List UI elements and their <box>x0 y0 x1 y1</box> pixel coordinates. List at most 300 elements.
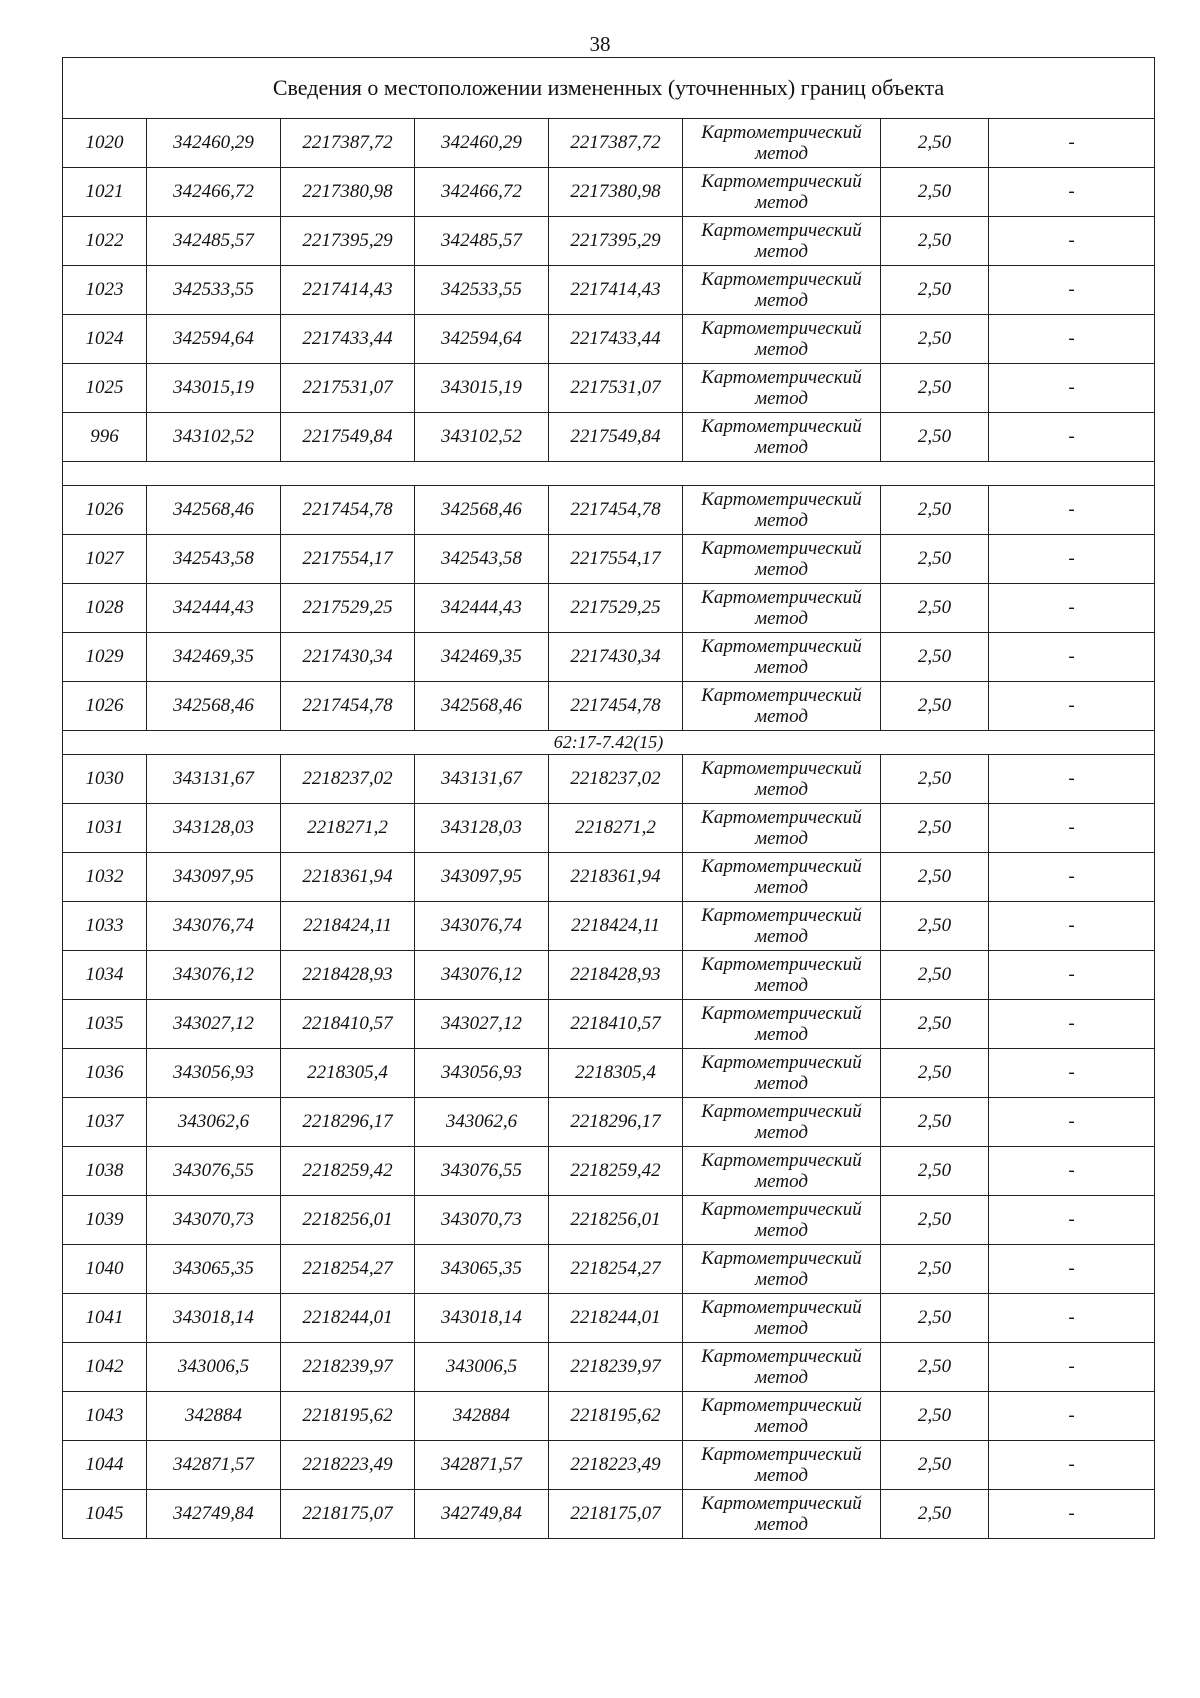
accuracy-cell: 2,50 <box>881 364 989 413</box>
accuracy-cell: 2,50 <box>881 168 989 217</box>
description-cell: - <box>989 535 1155 584</box>
accuracy-cell: 2,50 <box>881 1196 989 1245</box>
description-cell: - <box>989 902 1155 951</box>
section-header <box>63 462 1155 486</box>
x-existing-cell: 342884 <box>147 1392 281 1441</box>
method-line-2: метод <box>755 1269 808 1290</box>
method-line-2: метод <box>755 192 808 213</box>
method-line-1: Картометрический <box>701 1395 862 1416</box>
x-new-cell: 343027,12 <box>415 1000 549 1049</box>
description-cell: - <box>989 1196 1155 1245</box>
description-cell: - <box>989 1294 1155 1343</box>
y-new-cell: 2218361,94 <box>549 853 683 902</box>
x-new-cell: 342871,57 <box>415 1441 549 1490</box>
x-existing-cell: 343015,19 <box>147 364 281 413</box>
x-existing-cell: 343056,93 <box>147 1049 281 1098</box>
description-cell: - <box>989 119 1155 168</box>
method-cell <box>683 853 881 902</box>
x-existing-cell: 343128,03 <box>147 804 281 853</box>
y-existing-cell: 2217387,72 <box>281 119 415 168</box>
method-cell <box>683 266 881 315</box>
y-new-cell: 2218254,27 <box>549 1245 683 1294</box>
description-cell: - <box>989 1245 1155 1294</box>
y-existing-cell: 2218223,49 <box>281 1441 415 1490</box>
accuracy-cell: 2,50 <box>881 584 989 633</box>
accuracy-cell: 2,50 <box>881 1049 989 1098</box>
method-line-1: Картометрический <box>701 758 862 779</box>
method-line-1: Картометрический <box>701 905 862 926</box>
y-new-cell: 2218428,93 <box>549 951 683 1000</box>
point-number-cell: 1021 <box>63 168 147 217</box>
description-cell: - <box>989 266 1155 315</box>
x-existing-cell: 343018,14 <box>147 1294 281 1343</box>
y-new-cell: 2217454,78 <box>549 682 683 731</box>
method-cell <box>683 1245 881 1294</box>
description-cell: - <box>989 1049 1155 1098</box>
method-line-1: Картометрический <box>701 489 862 510</box>
y-new-cell: 2218259,42 <box>549 1147 683 1196</box>
y-new-cell: 2217529,25 <box>549 584 683 633</box>
method-line-1: Картометрический <box>701 220 862 241</box>
method-cell <box>683 951 881 1000</box>
x-new-cell: 342594,64 <box>415 315 549 364</box>
method-cell <box>683 682 881 731</box>
x-new-cell: 342466,72 <box>415 168 549 217</box>
table-row <box>63 535 1155 584</box>
method-line-1: Картометрический <box>701 416 862 437</box>
x-new-cell: 342533,55 <box>415 266 549 315</box>
method-line-2: метод <box>755 437 808 458</box>
description-cell: - <box>989 755 1155 804</box>
method-cell <box>683 804 881 853</box>
method-line-1: Картометрический <box>701 954 862 975</box>
x-existing-cell: 343076,74 <box>147 902 281 951</box>
y-existing-cell: 2218239,97 <box>281 1343 415 1392</box>
table-row <box>63 1490 1155 1539</box>
method-line-1: Картометрический <box>701 538 862 559</box>
x-new-cell: 342543,58 <box>415 535 549 584</box>
accuracy-cell: 2,50 <box>881 1294 989 1343</box>
x-new-cell: 342884 <box>415 1392 549 1441</box>
method-line-2: метод <box>755 926 808 947</box>
y-existing-cell: 2217554,17 <box>281 535 415 584</box>
method-line-2: метод <box>755 1024 808 1045</box>
accuracy-cell: 2,50 <box>881 951 989 1000</box>
method-line-1: Картометрический <box>701 1297 862 1318</box>
accuracy-cell: 2,50 <box>881 119 989 168</box>
point-number-cell: 1026 <box>63 682 147 731</box>
x-new-cell: 343097,95 <box>415 853 549 902</box>
point-number-cell: 1032 <box>63 853 147 902</box>
y-new-cell: 2218223,49 <box>549 1441 683 1490</box>
table-row <box>63 1245 1155 1294</box>
y-new-cell: 2218424,11 <box>549 902 683 951</box>
accuracy-cell: 2,50 <box>881 1343 989 1392</box>
accuracy-cell: 2,50 <box>881 1000 989 1049</box>
table-row <box>63 217 1155 266</box>
x-new-cell: 343065,35 <box>415 1245 549 1294</box>
method-cell <box>683 1147 881 1196</box>
x-existing-cell: 343131,67 <box>147 755 281 804</box>
table-row <box>63 633 1155 682</box>
accuracy-cell: 2,50 <box>881 804 989 853</box>
y-existing-cell: 2218424,11 <box>281 902 415 951</box>
y-existing-cell: 2218244,01 <box>281 1294 415 1343</box>
table-row <box>63 1343 1155 1392</box>
point-number-cell: 1020 <box>63 119 147 168</box>
x-new-cell: 342460,29 <box>415 119 549 168</box>
y-existing-cell: 2218271,2 <box>281 804 415 853</box>
table-row <box>63 804 1155 853</box>
accuracy-cell: 2,50 <box>881 315 989 364</box>
y-existing-cell: 2217454,78 <box>281 682 415 731</box>
y-existing-cell: 2218259,42 <box>281 1147 415 1196</box>
description-cell: - <box>989 633 1155 682</box>
table-row <box>63 584 1155 633</box>
y-existing-cell: 2218305,4 <box>281 1049 415 1098</box>
y-existing-cell: 2217454,78 <box>281 486 415 535</box>
method-line-1: Картометрический <box>701 1003 862 1024</box>
accuracy-cell: 2,50 <box>881 1245 989 1294</box>
y-existing-cell: 2218237,02 <box>281 755 415 804</box>
y-new-cell: 2217430,34 <box>549 633 683 682</box>
method-line-1: Картометрический <box>701 1493 862 1514</box>
y-new-cell: 2217395,29 <box>549 217 683 266</box>
accuracy-cell: 2,50 <box>881 1147 989 1196</box>
y-existing-cell: 2217395,29 <box>281 217 415 266</box>
description-cell: - <box>989 1441 1155 1490</box>
method-cell <box>683 315 881 364</box>
table-row <box>63 119 1155 168</box>
point-number-cell: 1033 <box>63 902 147 951</box>
y-existing-cell: 2218254,27 <box>281 1245 415 1294</box>
point-number-cell: 1036 <box>63 1049 147 1098</box>
x-existing-cell: 343027,12 <box>147 1000 281 1049</box>
x-existing-cell: 342871,57 <box>147 1441 281 1490</box>
y-new-cell: 2217387,72 <box>549 119 683 168</box>
method-line-2: метод <box>755 1171 808 1192</box>
method-line-1: Картометрический <box>701 171 862 192</box>
x-existing-cell: 342444,43 <box>147 584 281 633</box>
point-number-cell: 996 <box>63 413 147 462</box>
point-number-cell: 1034 <box>63 951 147 1000</box>
point-number-cell: 1039 <box>63 1196 147 1245</box>
description-cell: - <box>989 1098 1155 1147</box>
x-existing-cell: 342568,46 <box>147 486 281 535</box>
method-cell <box>683 217 881 266</box>
method-line-2: метод <box>755 241 808 262</box>
point-number-cell: 1041 <box>63 1294 147 1343</box>
method-line-2: метод <box>755 877 808 898</box>
method-line-2: метод <box>755 608 808 629</box>
accuracy-cell: 2,50 <box>881 217 989 266</box>
description-cell: - <box>989 1490 1155 1539</box>
y-existing-cell: 2218428,93 <box>281 951 415 1000</box>
x-new-cell: 342568,46 <box>415 486 549 535</box>
y-new-cell: 2218195,62 <box>549 1392 683 1441</box>
x-existing-cell: 343076,12 <box>147 951 281 1000</box>
x-existing-cell: 343070,73 <box>147 1196 281 1245</box>
point-number-cell: 1026 <box>63 486 147 535</box>
method-line-2: метод <box>755 706 808 727</box>
point-number-cell: 1024 <box>63 315 147 364</box>
method-cell <box>683 755 881 804</box>
x-new-cell: 343006,5 <box>415 1343 549 1392</box>
method-line-1: Картометрический <box>701 1444 862 1465</box>
x-new-cell: 343102,52 <box>415 413 549 462</box>
y-new-cell: 2217531,07 <box>549 364 683 413</box>
table-row <box>63 413 1155 462</box>
point-number-cell: 1027 <box>63 535 147 584</box>
table-row <box>63 266 1155 315</box>
method-line-2: метод <box>755 143 808 164</box>
method-cell <box>683 1392 881 1441</box>
section-header-row <box>63 462 1155 486</box>
x-new-cell: 342749,84 <box>415 1490 549 1539</box>
method-line-2: метод <box>755 657 808 678</box>
table-row <box>63 364 1155 413</box>
method-cell <box>683 1000 881 1049</box>
accuracy-cell: 2,50 <box>881 413 989 462</box>
method-line-1: Картометрический <box>701 1101 862 1122</box>
table-row <box>63 1049 1155 1098</box>
method-line-1: Картометрический <box>701 807 862 828</box>
x-new-cell: 343015,19 <box>415 364 549 413</box>
y-existing-cell: 2217531,07 <box>281 364 415 413</box>
point-number-cell: 1022 <box>63 217 147 266</box>
x-existing-cell: 342594,64 <box>147 315 281 364</box>
y-new-cell: 2218271,2 <box>549 804 683 853</box>
method-line-2: метод <box>755 339 808 360</box>
accuracy-cell: 2,50 <box>881 535 989 584</box>
description-cell: - <box>989 951 1155 1000</box>
table-row <box>63 853 1155 902</box>
accuracy-cell: 2,50 <box>881 1392 989 1441</box>
y-existing-cell: 2217380,98 <box>281 168 415 217</box>
y-new-cell: 2218305,4 <box>549 1049 683 1098</box>
accuracy-cell: 2,50 <box>881 755 989 804</box>
description-cell: - <box>989 682 1155 731</box>
method-line-2: метод <box>755 1514 808 1535</box>
description-cell: - <box>989 486 1155 535</box>
x-existing-cell: 342543,58 <box>147 535 281 584</box>
point-number-cell: 1023 <box>63 266 147 315</box>
x-existing-cell: 343076,55 <box>147 1147 281 1196</box>
y-new-cell: 2218239,97 <box>549 1343 683 1392</box>
y-existing-cell: 2217529,25 <box>281 584 415 633</box>
section-header: 62:17-7.42(15) <box>63 731 1155 755</box>
y-existing-cell: 2218175,07 <box>281 1490 415 1539</box>
method-cell <box>683 584 881 633</box>
x-existing-cell: 342485,57 <box>147 217 281 266</box>
table-row <box>63 902 1155 951</box>
method-line-1: Картометрический <box>701 587 862 608</box>
description-cell: - <box>989 804 1155 853</box>
method-line-2: метод <box>755 1367 808 1388</box>
x-new-cell: 343070,73 <box>415 1196 549 1245</box>
method-line-2: метод <box>755 1073 808 1094</box>
description-cell: - <box>989 1343 1155 1392</box>
point-number-cell: 1025 <box>63 364 147 413</box>
x-new-cell: 342568,46 <box>415 682 549 731</box>
y-new-cell: 2217414,43 <box>549 266 683 315</box>
method-line-1: Картометрический <box>701 1199 862 1220</box>
method-line-2: метод <box>755 828 808 849</box>
description-cell: - <box>989 315 1155 364</box>
x-new-cell: 343128,03 <box>415 804 549 853</box>
table-row <box>63 1196 1155 1245</box>
method-line-2: метод <box>755 290 808 311</box>
point-number-cell: 1044 <box>63 1441 147 1490</box>
description-cell: - <box>989 1000 1155 1049</box>
x-existing-cell: 343062,6 <box>147 1098 281 1147</box>
method-cell <box>683 486 881 535</box>
y-new-cell: 2218256,01 <box>549 1196 683 1245</box>
table-row <box>63 1294 1155 1343</box>
method-line-1: Картометрический <box>701 269 862 290</box>
y-new-cell: 2217554,17 <box>549 535 683 584</box>
y-existing-cell: 2217430,34 <box>281 633 415 682</box>
method-line-1: Картометрический <box>701 1052 862 1073</box>
method-cell <box>683 1049 881 1098</box>
point-number-cell: 1037 <box>63 1098 147 1147</box>
description-cell: - <box>989 853 1155 902</box>
accuracy-cell: 2,50 <box>881 682 989 731</box>
table-row <box>63 1000 1155 1049</box>
point-number-cell: 1038 <box>63 1147 147 1196</box>
point-number-cell: 1043 <box>63 1392 147 1441</box>
point-number-cell: 1040 <box>63 1245 147 1294</box>
x-new-cell: 342444,43 <box>415 584 549 633</box>
table-row <box>63 1392 1155 1441</box>
x-new-cell: 343076,74 <box>415 902 549 951</box>
method-line-2: метод <box>755 1122 808 1143</box>
method-line-2: метод <box>755 510 808 531</box>
table-row <box>63 951 1155 1000</box>
point-number-cell: 1029 <box>63 633 147 682</box>
method-line-1: Картометрический <box>701 636 862 657</box>
y-existing-cell: 2217433,44 <box>281 315 415 364</box>
description-cell: - <box>989 217 1155 266</box>
y-new-cell: 2218237,02 <box>549 755 683 804</box>
description-cell: - <box>989 364 1155 413</box>
point-number-cell: 1042 <box>63 1343 147 1392</box>
table-row <box>63 1147 1155 1196</box>
method-cell <box>683 1294 881 1343</box>
x-existing-cell: 342460,29 <box>147 119 281 168</box>
method-line-1: Картометрический <box>701 856 862 877</box>
method-line-1: Картометрический <box>701 1150 862 1171</box>
method-cell <box>683 1196 881 1245</box>
x-existing-cell: 342749,84 <box>147 1490 281 1539</box>
accuracy-cell: 2,50 <box>881 266 989 315</box>
y-new-cell: 2217433,44 <box>549 315 683 364</box>
x-new-cell: 343131,67 <box>415 755 549 804</box>
method-cell <box>683 1490 881 1539</box>
method-line-2: метод <box>755 1220 808 1241</box>
method-line-2: метод <box>755 1416 808 1437</box>
description-cell: - <box>989 168 1155 217</box>
accuracy-cell: 2,50 <box>881 1441 989 1490</box>
table-title-row <box>63 58 1155 119</box>
method-line-2: метод <box>755 388 808 409</box>
method-line-2: метод <box>755 1465 808 1486</box>
x-existing-cell: 343065,35 <box>147 1245 281 1294</box>
y-new-cell: 2217454,78 <box>549 486 683 535</box>
method-line-1: Картометрический <box>701 1346 862 1367</box>
x-existing-cell: 343097,95 <box>147 853 281 902</box>
method-line-2: метод <box>755 559 808 580</box>
table-row <box>63 1098 1155 1147</box>
method-cell <box>683 119 881 168</box>
x-existing-cell: 342533,55 <box>147 266 281 315</box>
table-row <box>63 168 1155 217</box>
accuracy-cell: 2,50 <box>881 902 989 951</box>
table-title: Сведения о местоположении измененных (уточненных) границ объекта <box>63 58 1155 119</box>
x-existing-cell: 342568,46 <box>147 682 281 731</box>
x-existing-cell: 343006,5 <box>147 1343 281 1392</box>
method-cell <box>683 535 881 584</box>
method-cell <box>683 902 881 951</box>
y-existing-cell: 2217549,84 <box>281 413 415 462</box>
x-existing-cell: 342466,72 <box>147 168 281 217</box>
section-header-row <box>63 731 1155 755</box>
description-cell: - <box>989 413 1155 462</box>
x-new-cell: 343076,55 <box>415 1147 549 1196</box>
method-cell <box>683 1441 881 1490</box>
y-new-cell: 2217549,84 <box>549 413 683 462</box>
method-cell <box>683 364 881 413</box>
point-number-cell: 1031 <box>63 804 147 853</box>
accuracy-cell: 2,50 <box>881 853 989 902</box>
accuracy-cell: 2,50 <box>881 633 989 682</box>
y-existing-cell: 2218195,62 <box>281 1392 415 1441</box>
point-number-cell: 1030 <box>63 755 147 804</box>
table-row <box>63 315 1155 364</box>
x-existing-cell: 342469,35 <box>147 633 281 682</box>
y-new-cell: 2218296,17 <box>549 1098 683 1147</box>
x-new-cell: 343062,6 <box>415 1098 549 1147</box>
method-cell <box>683 413 881 462</box>
boundary-coordinates-table <box>62 57 1155 1539</box>
method-cell <box>683 1343 881 1392</box>
method-cell <box>683 633 881 682</box>
x-new-cell: 342485,57 <box>415 217 549 266</box>
method-line-1: Картометрический <box>701 367 862 388</box>
y-new-cell: 2218175,07 <box>549 1490 683 1539</box>
point-number-cell: 1045 <box>63 1490 147 1539</box>
method-line-2: метод <box>755 1318 808 1339</box>
y-new-cell: 2217380,98 <box>549 168 683 217</box>
method-line-2: метод <box>755 779 808 800</box>
table-row <box>63 755 1155 804</box>
point-number-cell: 1035 <box>63 1000 147 1049</box>
accuracy-cell: 2,50 <box>881 486 989 535</box>
y-existing-cell: 2218410,57 <box>281 1000 415 1049</box>
x-new-cell: 343076,12 <box>415 951 549 1000</box>
page-number: 38 <box>589 32 611 56</box>
table-row <box>63 682 1155 731</box>
point-number-cell: 1028 <box>63 584 147 633</box>
x-new-cell: 343018,14 <box>415 1294 549 1343</box>
y-existing-cell: 2217414,43 <box>281 266 415 315</box>
method-line-2: метод <box>755 975 808 996</box>
method-line-1: Картометрический <box>701 1248 862 1269</box>
y-existing-cell: 2218256,01 <box>281 1196 415 1245</box>
y-new-cell: 2218410,57 <box>549 1000 683 1049</box>
accuracy-cell: 2,50 <box>881 1098 989 1147</box>
description-cell: - <box>989 1147 1155 1196</box>
